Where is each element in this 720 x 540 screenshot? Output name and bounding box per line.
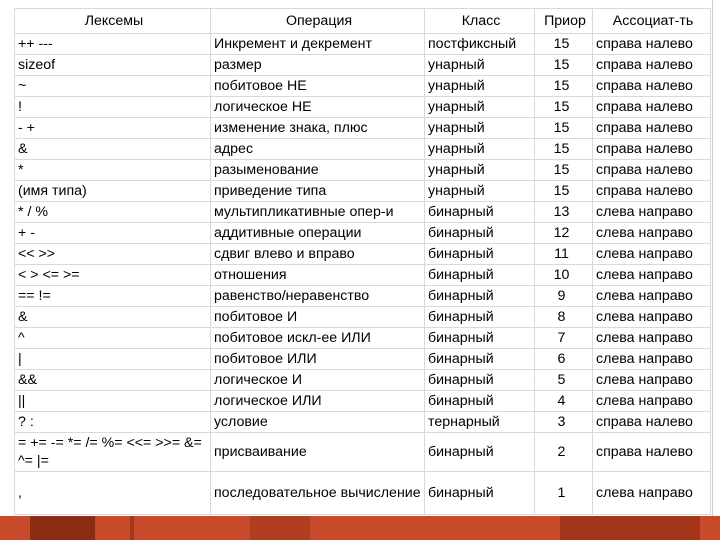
cell-operation: равенство/неравенство — [211, 286, 425, 307]
table-row — [15, 412, 711, 433]
table-row — [15, 370, 711, 391]
cell-lexemes: + - — [15, 223, 211, 244]
cell-class: унарный — [425, 160, 535, 181]
cell-operation: логическое И — [211, 370, 425, 391]
cell-priority: 1 — [535, 472, 593, 515]
table-row — [15, 160, 711, 181]
operators-table — [14, 8, 711, 515]
cell-operation: размер — [211, 55, 425, 76]
table-row — [15, 391, 711, 412]
cell-associativity: справа налево — [593, 118, 711, 139]
table-row — [15, 223, 711, 244]
cell-associativity: слева направо — [593, 265, 711, 286]
cell-lexemes: & — [15, 307, 211, 328]
cell-associativity: справа налево — [593, 181, 711, 202]
cell-lexemes: < > <= >= — [15, 265, 211, 286]
cell-operation: изменение знака, плюс — [211, 118, 425, 139]
cell-priority: 6 — [535, 349, 593, 370]
table-row — [15, 307, 711, 328]
cell-associativity: справа налево — [593, 160, 711, 181]
cell-class: тернарный — [425, 412, 535, 433]
cell-lexemes: (имя типа) — [15, 181, 211, 202]
cell-operation: сдвиг влево и вправо — [211, 244, 425, 265]
table-row — [15, 472, 711, 515]
cell-associativity: слева направо — [593, 202, 711, 223]
table-row — [15, 34, 711, 55]
cell-class: унарный — [425, 55, 535, 76]
cell-class: бинарный — [425, 307, 535, 328]
cell-lexemes: ! — [15, 97, 211, 118]
table-row — [15, 55, 711, 76]
header-lexemes: Лексемы — [15, 9, 211, 34]
cell-associativity: слева направо — [593, 349, 711, 370]
table-row — [15, 202, 711, 223]
cell-priority: 2 — [535, 433, 593, 472]
cell-lexemes: << >> — [15, 244, 211, 265]
cell-class: бинарный — [425, 472, 535, 515]
cell-lexemes — [15, 433, 211, 472]
table-row — [15, 349, 711, 370]
cell-associativity: слева направо — [593, 391, 711, 412]
table-row — [15, 286, 711, 307]
cell-operation: Инкремент и декремент — [211, 34, 425, 55]
cell-class: унарный — [425, 97, 535, 118]
cell-lexemes: * / % — [15, 202, 211, 223]
cell-operation: отношения — [211, 265, 425, 286]
cell-class: унарный — [425, 118, 535, 139]
cell-associativity: слева направо — [593, 472, 711, 515]
cell-class: унарный — [425, 76, 535, 97]
cell-class: бинарный — [425, 433, 535, 472]
header-priority: Приор — [535, 9, 593, 34]
cell-operation: разыменование — [211, 160, 425, 181]
cell-priority: 15 — [535, 34, 593, 55]
cell-class: постфиксный — [425, 34, 535, 55]
cell-priority: 15 — [535, 118, 593, 139]
table-row — [15, 328, 711, 349]
table-row — [15, 118, 711, 139]
cell-priority: 7 — [535, 328, 593, 349]
cell-associativity: справа налево — [593, 412, 711, 433]
header-class: Класс — [425, 9, 535, 34]
cell-operation: мультипликативные опер-и — [211, 202, 425, 223]
cell-lexemes: , — [15, 472, 211, 515]
cell-priority: 12 — [535, 223, 593, 244]
cell-priority: 10 — [535, 265, 593, 286]
table-row — [15, 181, 711, 202]
cell-associativity: слева направо — [593, 370, 711, 391]
cell-operation: побитовое искл-ее ИЛИ — [211, 328, 425, 349]
table-row — [15, 97, 711, 118]
cell-priority: 8 — [535, 307, 593, 328]
table-row — [15, 244, 711, 265]
cell-lexemes: ? : — [15, 412, 211, 433]
cell-lexemes: ++ --- — [15, 34, 211, 55]
cell-associativity: справа налево — [593, 139, 711, 160]
cell-text: последовательное вычисление — [214, 485, 421, 501]
cell-lexemes: || — [15, 391, 211, 412]
cell-associativity: справа налево — [593, 34, 711, 55]
header-operation: Операция — [211, 9, 425, 34]
cell-priority: 4 — [535, 391, 593, 412]
cell-priority: 13 — [535, 202, 593, 223]
cell-class: унарный — [425, 181, 535, 202]
table-header-row — [15, 9, 711, 34]
cell-operation: логическое ИЛИ — [211, 391, 425, 412]
cell-associativity: слева направо — [593, 223, 711, 244]
cell-class: бинарный — [425, 370, 535, 391]
table-row — [15, 433, 711, 472]
cell-priority: 11 — [535, 244, 593, 265]
cell-text: = += -= *= /= %= <<= >>= &= ^= |= — [18, 435, 202, 469]
cell-class: бинарный — [425, 244, 535, 265]
cell-priority: 15 — [535, 55, 593, 76]
cell-associativity: справа налево — [593, 433, 711, 472]
cell-associativity: слева направо — [593, 328, 711, 349]
cell-lexemes: & — [15, 139, 211, 160]
cell-priority: 3 — [535, 412, 593, 433]
cell-operation: побитовое ИЛИ — [211, 349, 425, 370]
cell-lexemes: * — [15, 160, 211, 181]
cell-lexemes: sizeof — [15, 55, 211, 76]
cell-operation: условие — [211, 412, 425, 433]
band-segment — [30, 516, 95, 540]
table-row — [15, 265, 711, 286]
cell-operation: приведение типа — [211, 181, 425, 202]
cell-priority: 15 — [535, 181, 593, 202]
cell-associativity: справа налево — [593, 55, 711, 76]
cell-associativity: слева направо — [593, 244, 711, 265]
cell-priority: 15 — [535, 160, 593, 181]
band-segment — [130, 516, 134, 540]
cell-lexemes: ~ — [15, 76, 211, 97]
cell-operation: логическое НЕ — [211, 97, 425, 118]
cell-priority: 9 — [535, 286, 593, 307]
cell-associativity: справа налево — [593, 76, 711, 97]
cell-lexemes: - + — [15, 118, 211, 139]
cell-class: бинарный — [425, 286, 535, 307]
cell-operation: присваивание — [211, 433, 425, 472]
cell-operation: аддитивные операции — [211, 223, 425, 244]
cell-class: бинарный — [425, 391, 535, 412]
bottom-decorative-band — [0, 516, 720, 540]
header-associativity: Ассоциат-ть — [593, 9, 711, 34]
cell-lexemes: == != — [15, 286, 211, 307]
band-segment — [250, 516, 310, 540]
cell-associativity: слева направо — [593, 307, 711, 328]
cell-class: бинарный — [425, 328, 535, 349]
cell-lexemes: | — [15, 349, 211, 370]
cell-priority: 15 — [535, 76, 593, 97]
table-row — [15, 76, 711, 97]
cell-associativity: слева направо — [593, 286, 711, 307]
cell-class: бинарный — [425, 223, 535, 244]
cell-lexemes: && — [15, 370, 211, 391]
cell-operation — [211, 472, 425, 515]
cell-operation: адрес — [211, 139, 425, 160]
band-segment — [560, 516, 700, 540]
cell-class: бинарный — [425, 349, 535, 370]
cell-operation: побитовое И — [211, 307, 425, 328]
cell-priority: 15 — [535, 139, 593, 160]
right-border-line — [712, 0, 713, 540]
cell-priority: 15 — [535, 97, 593, 118]
cell-priority: 5 — [535, 370, 593, 391]
cell-associativity: справа налево — [593, 97, 711, 118]
cell-class: бинарный — [425, 265, 535, 286]
cell-class: унарный — [425, 139, 535, 160]
table-row — [15, 139, 711, 160]
cell-lexemes: ^ — [15, 328, 211, 349]
cell-class: бинарный — [425, 202, 535, 223]
cell-operation: побитовое НЕ — [211, 76, 425, 97]
table-body — [15, 34, 711, 515]
